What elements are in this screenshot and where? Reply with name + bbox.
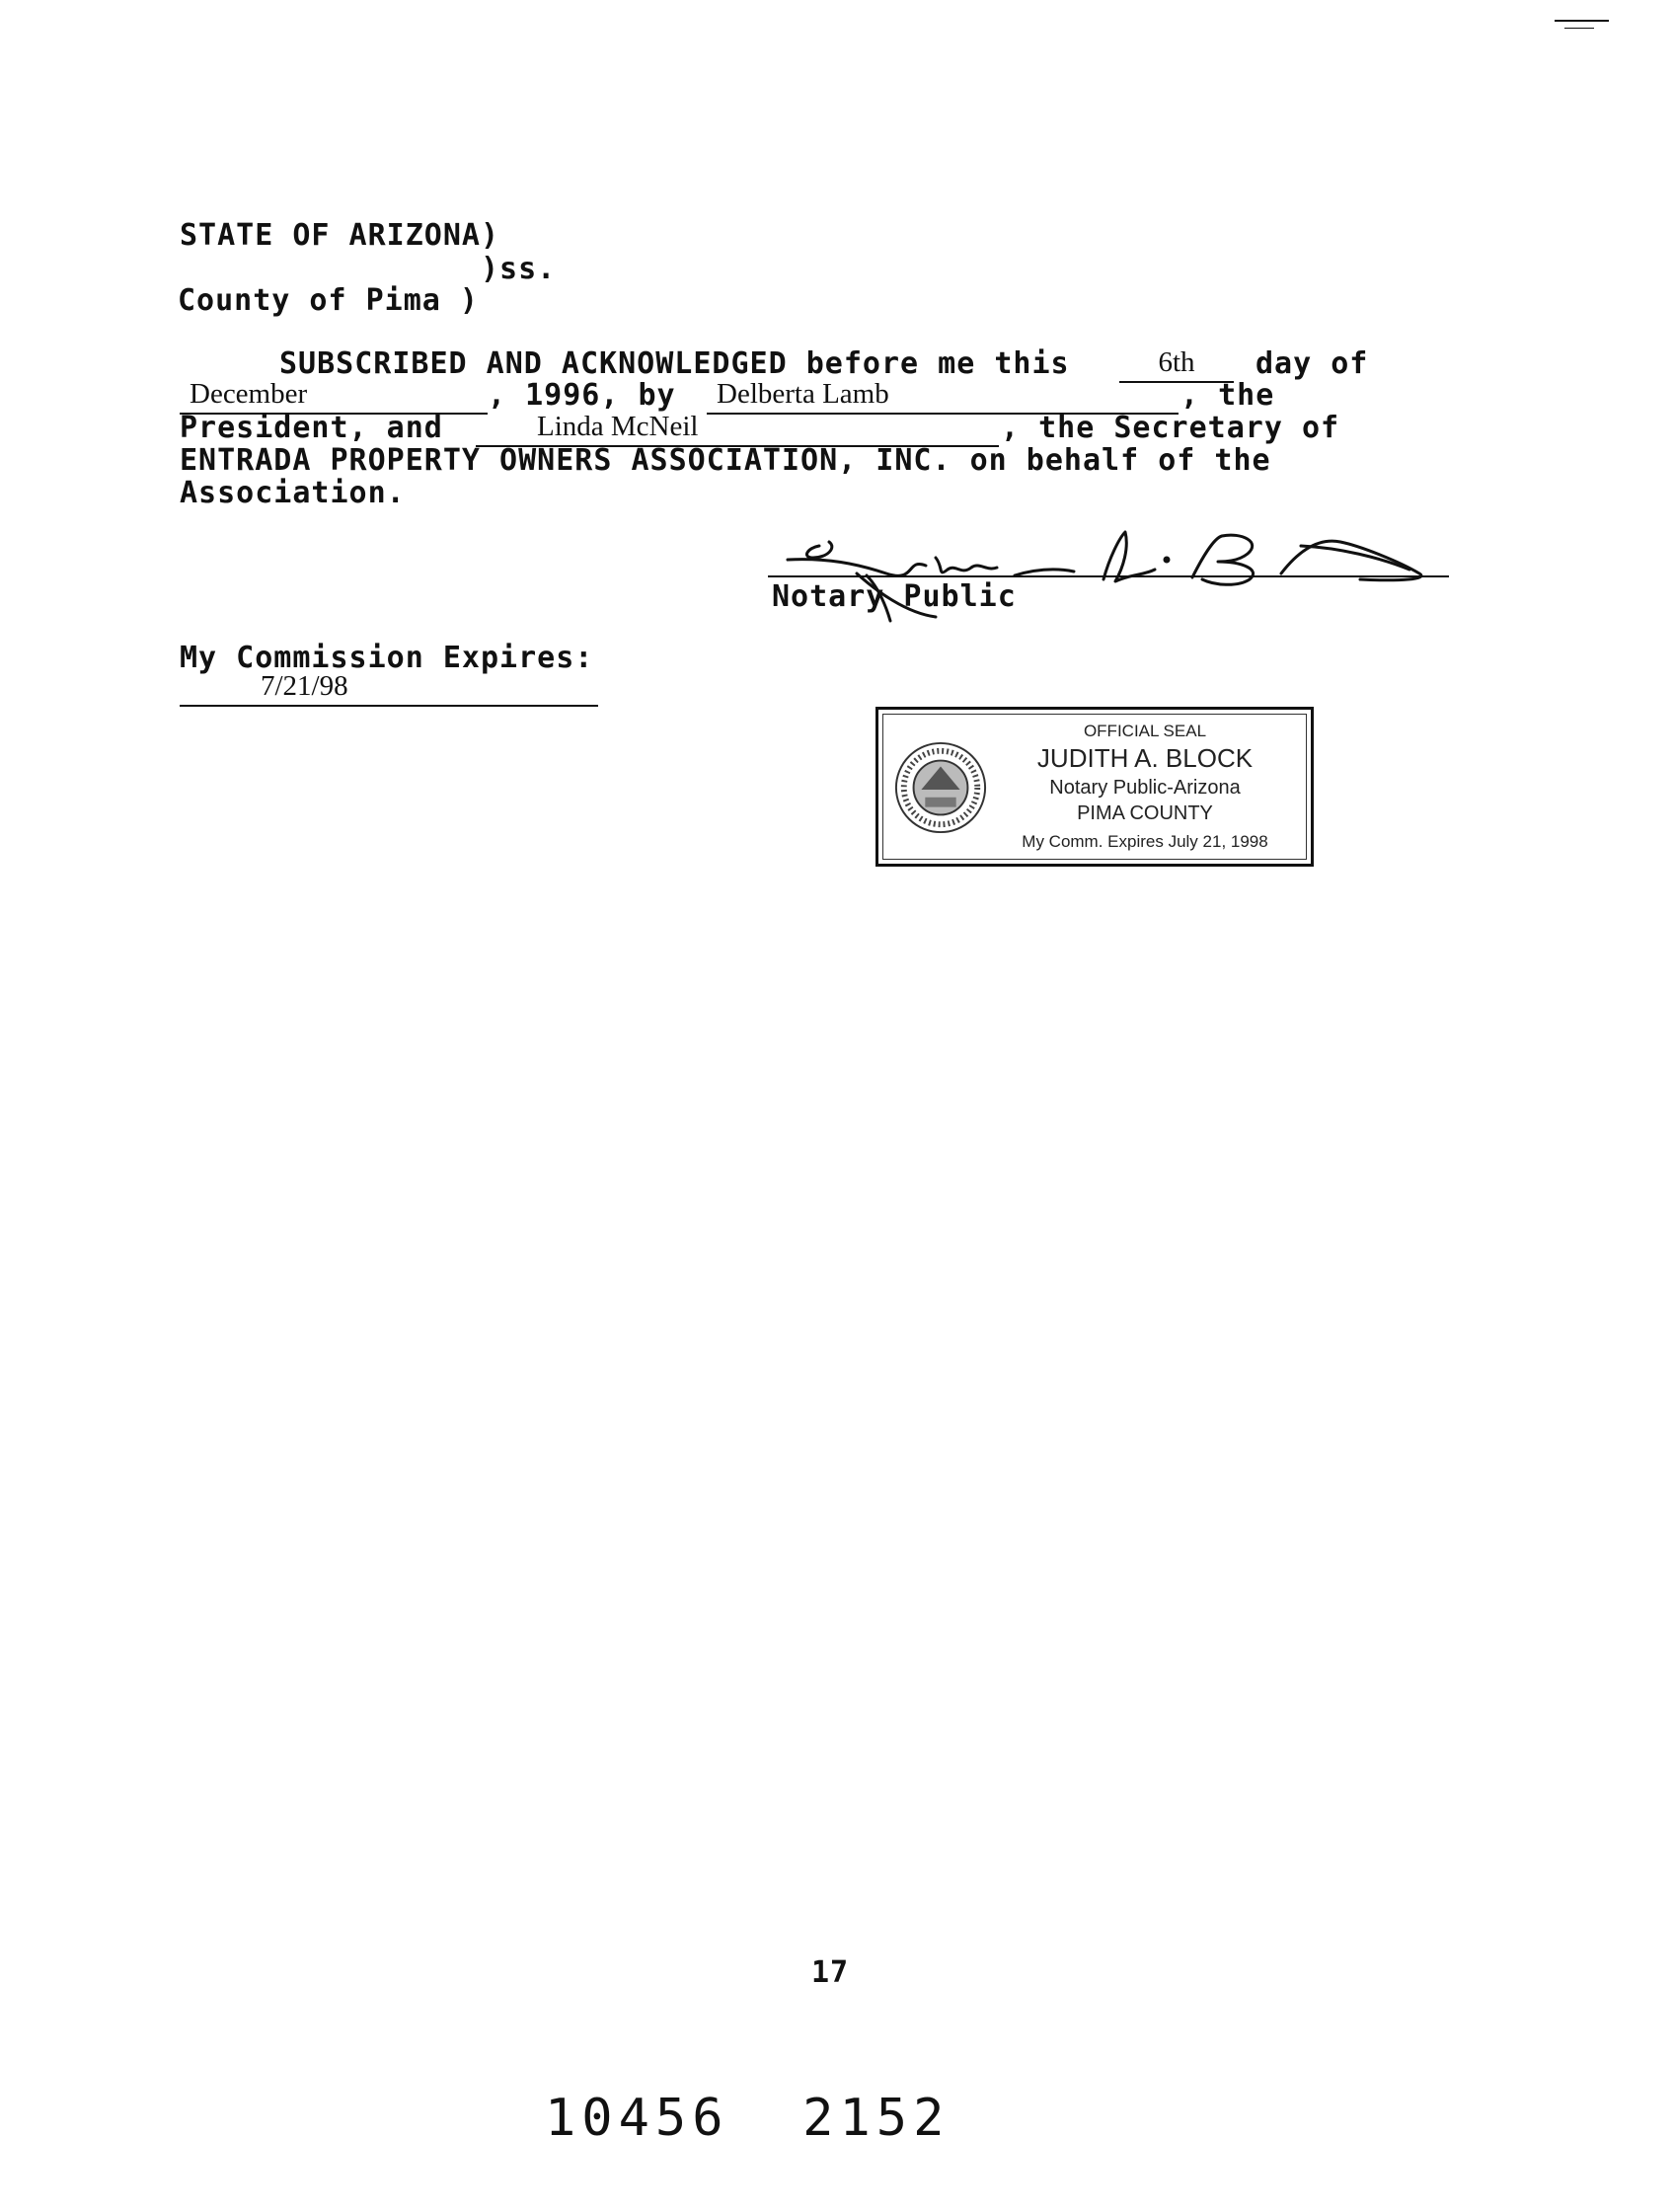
month-value: December — [190, 378, 308, 410]
seal-notary-name: JUDITH A. BLOCK — [1036, 743, 1254, 773]
president-and-text: President, and — [180, 411, 443, 445]
ack-line1-start: SUBSCRIBED AND ACKNOWLEDGED before me this — [279, 346, 1070, 381]
ack-line4: ENTRADA PROPERTY OWNERS ASSOCIATION, INC. on behalf of the — [180, 443, 1271, 478]
notary-public-label: Notary Public — [772, 579, 1017, 614]
state-line: STATE OF ARIZONA) — [180, 218, 500, 253]
seal-expiration: My Comm. Expires July 21, 1998 — [1022, 832, 1268, 851]
scan-mark — [1564, 28, 1594, 29]
page-number: 17 — [811, 1955, 850, 1990]
month-field — [180, 378, 488, 415]
president-name: Delberta Lamb — [717, 378, 889, 410]
seal-county: PIMA COUNTY — [1077, 802, 1213, 824]
official-seal-stamp — [875, 707, 1314, 867]
seal-title: Notary Public-Arizona — [1049, 777, 1241, 799]
recording-number: 10456 2152 — [545, 2089, 951, 2148]
ss-line: )ss. — [481, 252, 557, 286]
year-text: , 1996, by — [488, 378, 676, 413]
president-name-field — [707, 378, 1179, 415]
county-line: County of Pima ) — [178, 283, 479, 318]
ack-line5: Association. — [180, 476, 406, 510]
commission-date: 7/21/98 — [261, 670, 348, 702]
seal-heading: OFFICIAL SEAL — [1083, 722, 1207, 740]
ack-line1-end: day of — [1256, 346, 1369, 381]
commission-date-field — [180, 670, 598, 707]
secretary-name: Linda McNeil — [537, 411, 699, 442]
secretary-text: , the Secretary of — [1001, 411, 1340, 445]
state-seal-icon — [892, 739, 989, 836]
the-text: , the — [1180, 378, 1275, 413]
scan-mark — [1555, 20, 1609, 22]
day-value: 6th — [1158, 346, 1195, 378]
commission-label: My Commission Expires: — [180, 641, 594, 675]
secretary-name-field — [476, 411, 999, 447]
